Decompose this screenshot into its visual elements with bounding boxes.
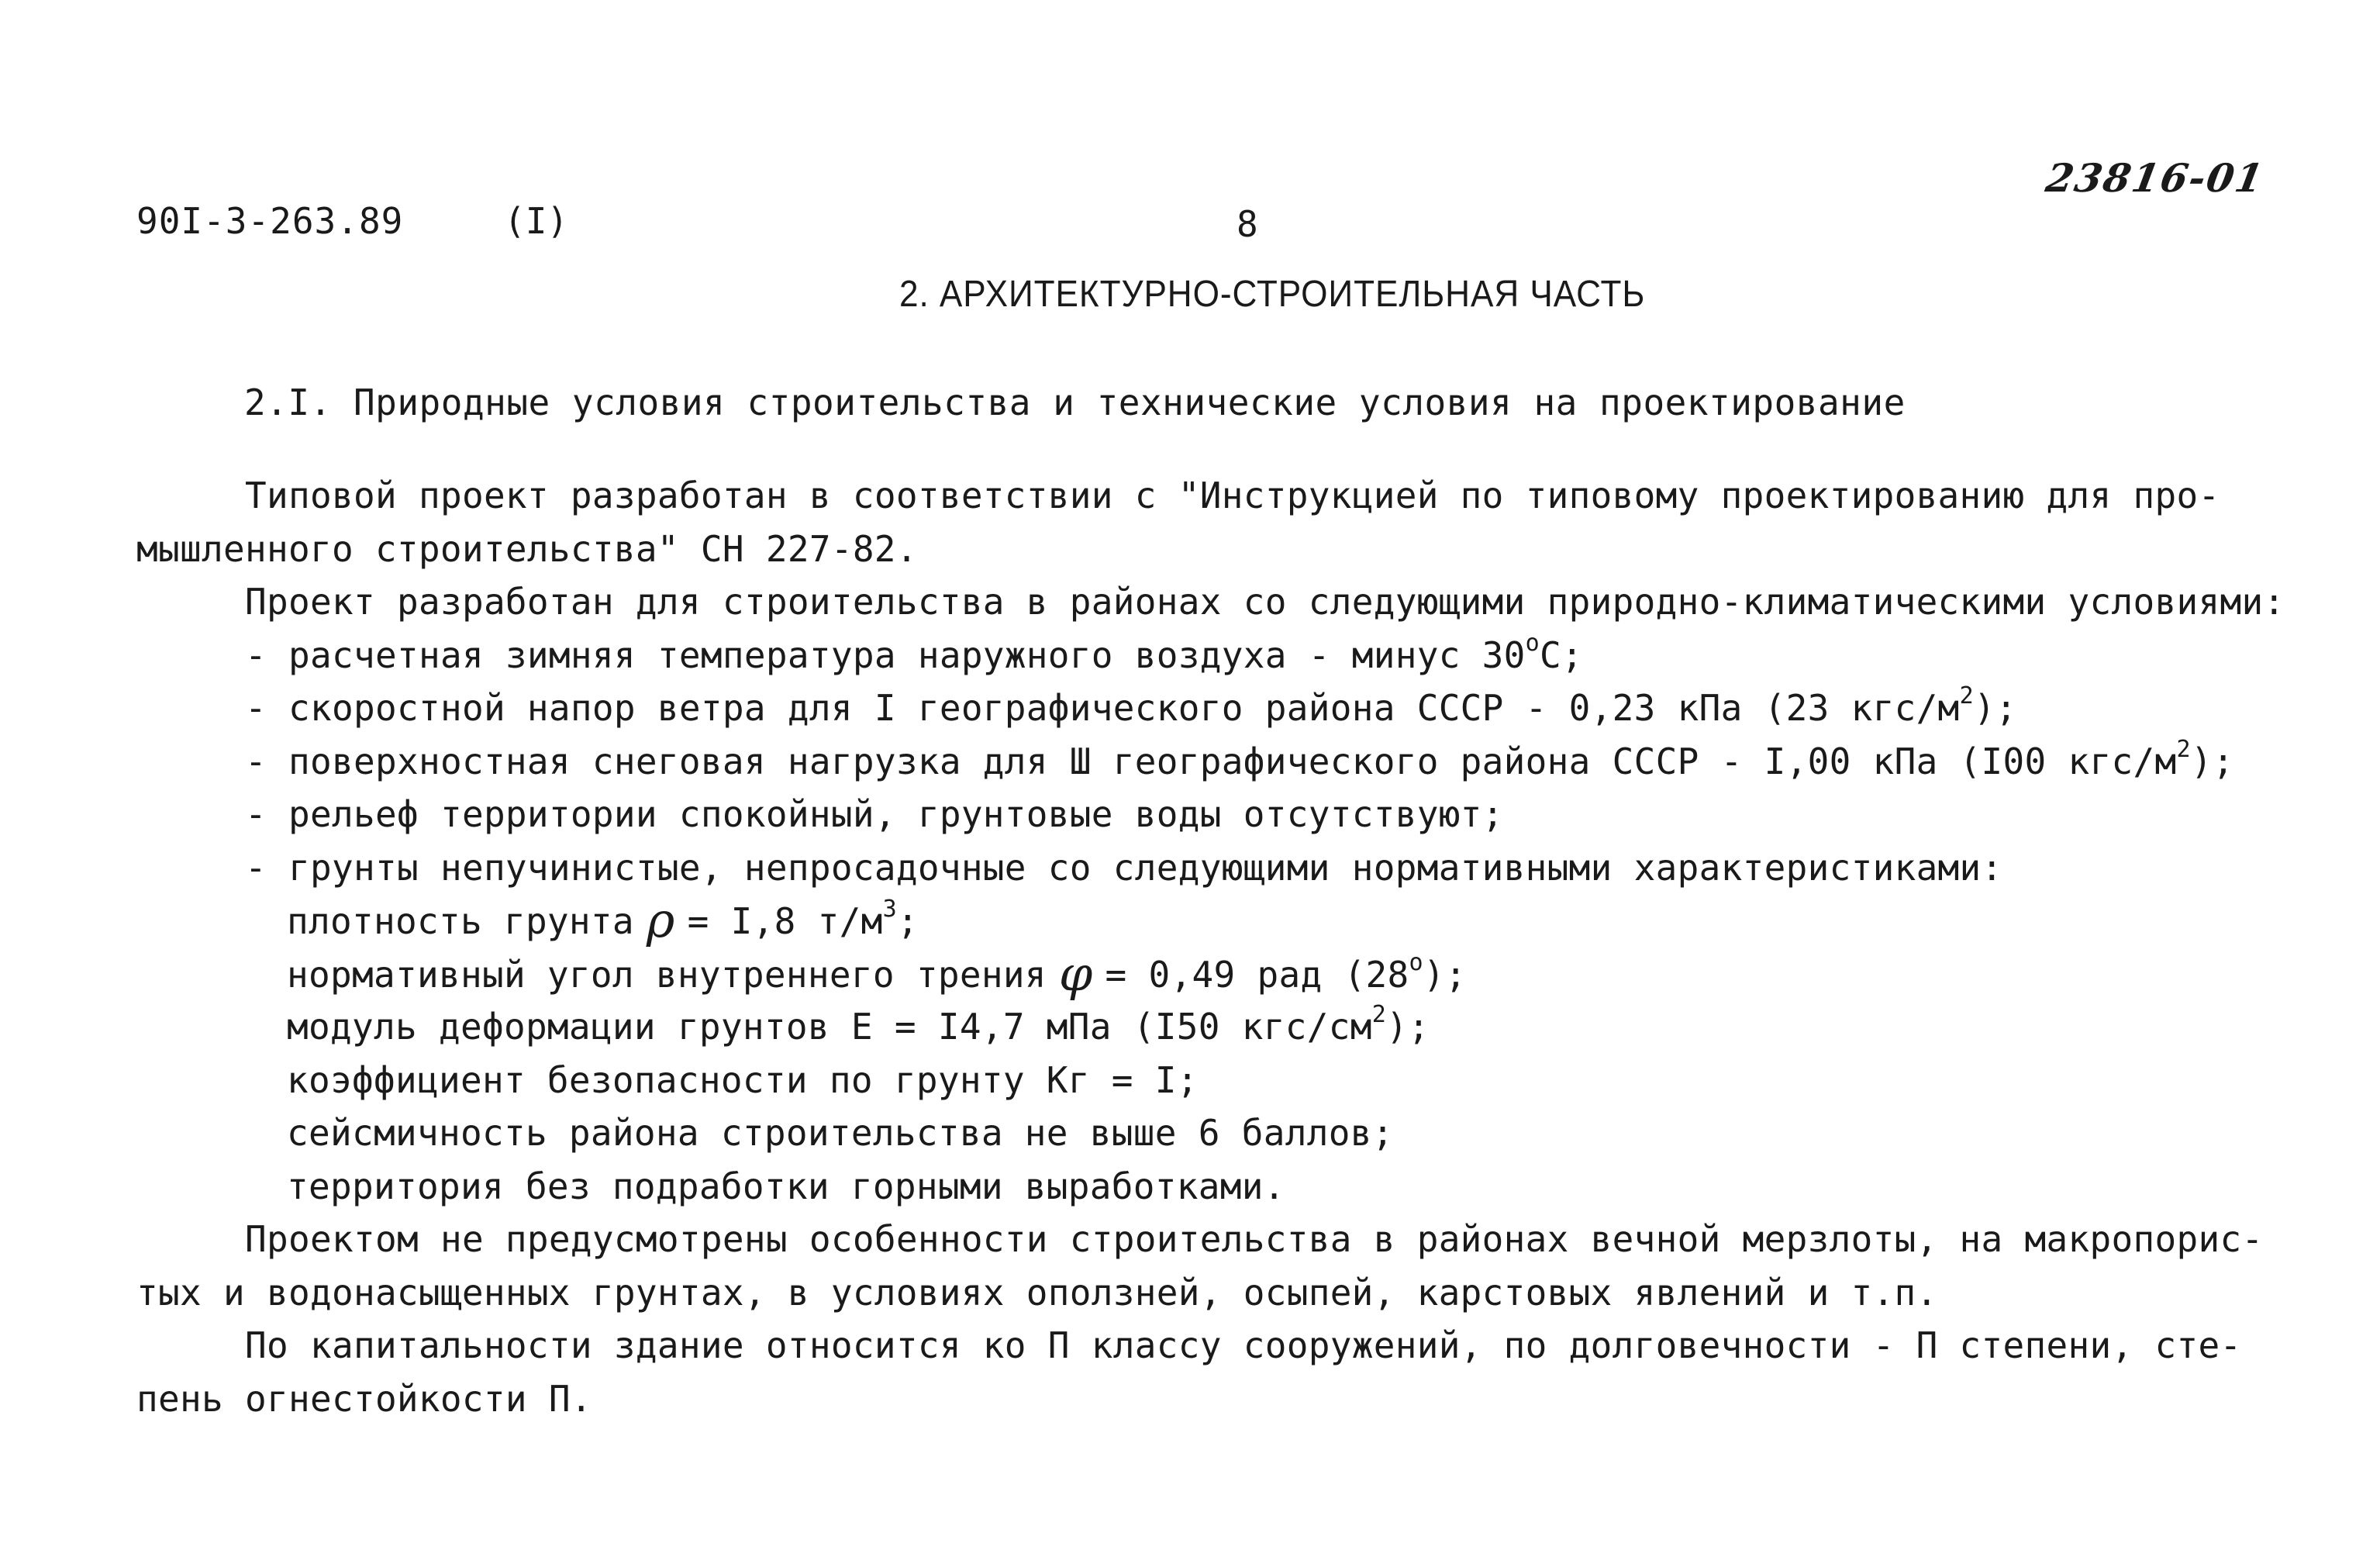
condition-relief: - рельеф территории спокойный, грунтовые воды отсутствуют; <box>245 793 1504 835</box>
document-code: 90I-3-263.89 <box>136 200 404 242</box>
paragraph-line: Проектом не предусмотрены особенности строительства в районах вечной мерзлоты, на макропорис- <box>245 1218 2264 1260</box>
phi-symbol: φ <box>1058 944 1093 1002</box>
rho-symbol: ρ <box>646 892 675 948</box>
condition-snow: - поверхностная снеговая нагрузка для Ш географического района СССР - I,00 кПа (I00 кгс/$м^2$); <box>245 735 2234 782</box>
body-text <box>136 469 2307 1425</box>
soil-density: плотность грунта ρ = I,8 $т/м^3$; <box>287 892 919 948</box>
handwritten-archive-number: 23816-01 <box>2042 155 2268 201</box>
seismicity: сейсмичность района строительства не выше 6 баллов; <box>287 1112 1394 1154</box>
condition-temperature: - расчетная зимняя температура наружного воздуха - минус 30$^o$С; <box>245 629 1584 676</box>
condition-wind: - скоростной напор ветра для I географического района СССР - 0,23 кПа (23 кгс/$м^2$); <box>245 682 2017 729</box>
condition-soils: - грунты непучинистые, непросадочные со следующими нормативными характеристиками: <box>245 846 2003 889</box>
section-title: 2. АРХИТЕКТУРНО-СТРОИТЕЛЬНАЯ ЧАСТЬ <box>899 274 1646 315</box>
document-part: (I) <box>504 200 569 242</box>
soil-modulus: модуль деформации грунтов Е = I4,7 мПа (I50 кгс/$см^2$); <box>287 1001 1430 1048</box>
paragraph-line: По капитальности здание относится ко П классу сооружений, по долговечности - П степени, сте- <box>245 1324 2242 1366</box>
paragraph-line: Типовой проект разработан в соответствии с "Инструкцией по типовому проектированию для про- <box>245 475 2220 516</box>
soil-friction-angle: нормативный угол внутреннего трения φ = 0,49 рад (28$^o$); <box>287 944 1467 1002</box>
soil-safety-factor: коэффициент безопасности по грунту Кг = I; <box>287 1058 1199 1101</box>
paragraph-line: тых и водонасыщенных грунтах, в условиях оползней, осыпей, карстовых явлений и т.п. <box>136 1271 1938 1314</box>
subsection-title: 2.I. Природные условия строительства и технические условия на проектирование <box>244 381 1906 423</box>
paragraph-line: мышленного строительства" СН 227-82. <box>136 527 918 570</box>
page-number: 8 <box>1237 203 1258 245</box>
mining-conditions: территория без подработки горными выработками. <box>287 1165 1285 1207</box>
paragraph-line: пень огнестойкости П. <box>136 1377 592 1420</box>
paragraph-line: Проект разработан для строительства в районах со следующими природно-климатическими условиями: <box>245 581 2285 623</box>
